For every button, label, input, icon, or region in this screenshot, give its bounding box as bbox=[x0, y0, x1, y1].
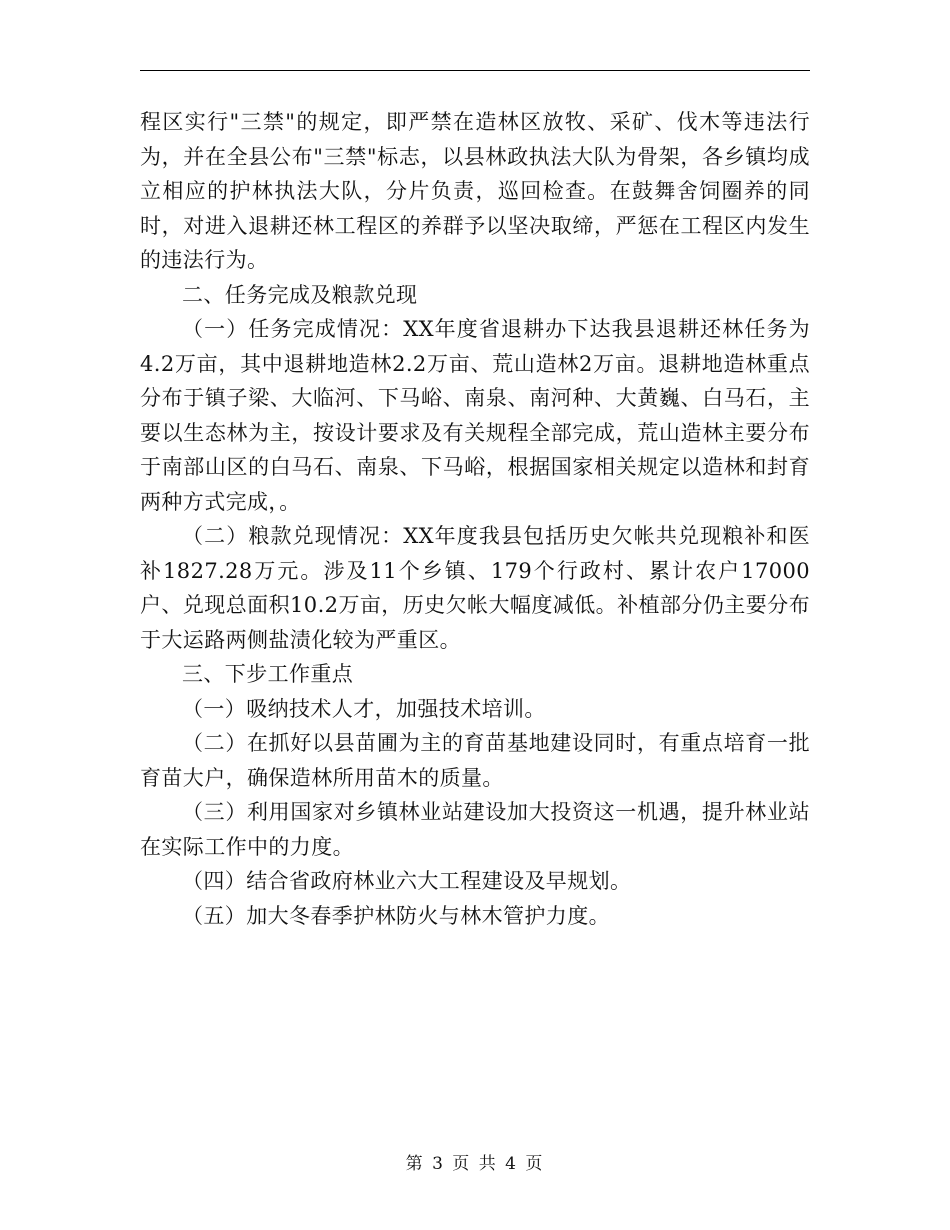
header-rule bbox=[140, 70, 810, 71]
list-item: （一）吸纳技术人才，加强技术培训。 bbox=[182, 696, 546, 721]
document-body bbox=[140, 105, 810, 933]
paragraph: （二）粮款兑现情况：XX年度我县包括历史欠帐共兑现粮补和医补1827.28万元。涉及11个乡镇、179个行政村、累计农户17000户、兑现总面积10.2万亩，历史欠帐大幅度减低。补植部分仍主要分布于大运路两侧盐渍化较为严重区。 bbox=[140, 524, 810, 652]
list-item: （三）利用国家对乡镇林业站建设加大投资这一机遇，提升林业站在实际工作中的力度。 bbox=[140, 800, 810, 859]
page-number: 第 3 页 共 4 页 bbox=[405, 1154, 545, 1174]
section-heading: 二、任务完成及粮款兑现 bbox=[182, 282, 418, 307]
list-item: （五）加大冬春季护林防火与林木管护力度。 bbox=[182, 903, 610, 928]
list-item: （四）结合省政府林业六大工程建设及早规划。 bbox=[182, 869, 632, 893]
section-heading: 三、下步工作重点 bbox=[182, 662, 354, 686]
paragraph: （一）任务完成情况：XX年度省退耕办下达我县退耕还林任务为4.2万亩，其中退耕地造林2.2万亩、荒山造林2万亩。退耕地造林重点分布于镇子梁、大临河、下马峪、南泉、南河种、大黄巍、白马石，主要以生态林为主，按设计要求及有关规程全部完成，荒山造林主要分布于南部山区的白马石、南泉、下马峪，根据国家相关规定以造林和封育两种方式完成，。 bbox=[140, 317, 810, 514]
paragraph: 程区实行"三禁"的规定，即严禁在造林区放牧、采矿、伐木等违法行为，并在全县公布"三禁"标志，以县林政执法大队为骨架，各乡镇均成立相应的护林执法大队，分片负责，巡回检查。在鼓舞舍饲圈养的同时，对进入退耕还林工程区的养群予以坚决取缔，严惩在工程区内发生的违法行为。 bbox=[140, 110, 810, 272]
list-item: （二）在抓好以县苗圃为主的育苗基地建设同时，有重点培育一批育苗大户，确保造林所用苗木的质量。 bbox=[140, 731, 810, 790]
